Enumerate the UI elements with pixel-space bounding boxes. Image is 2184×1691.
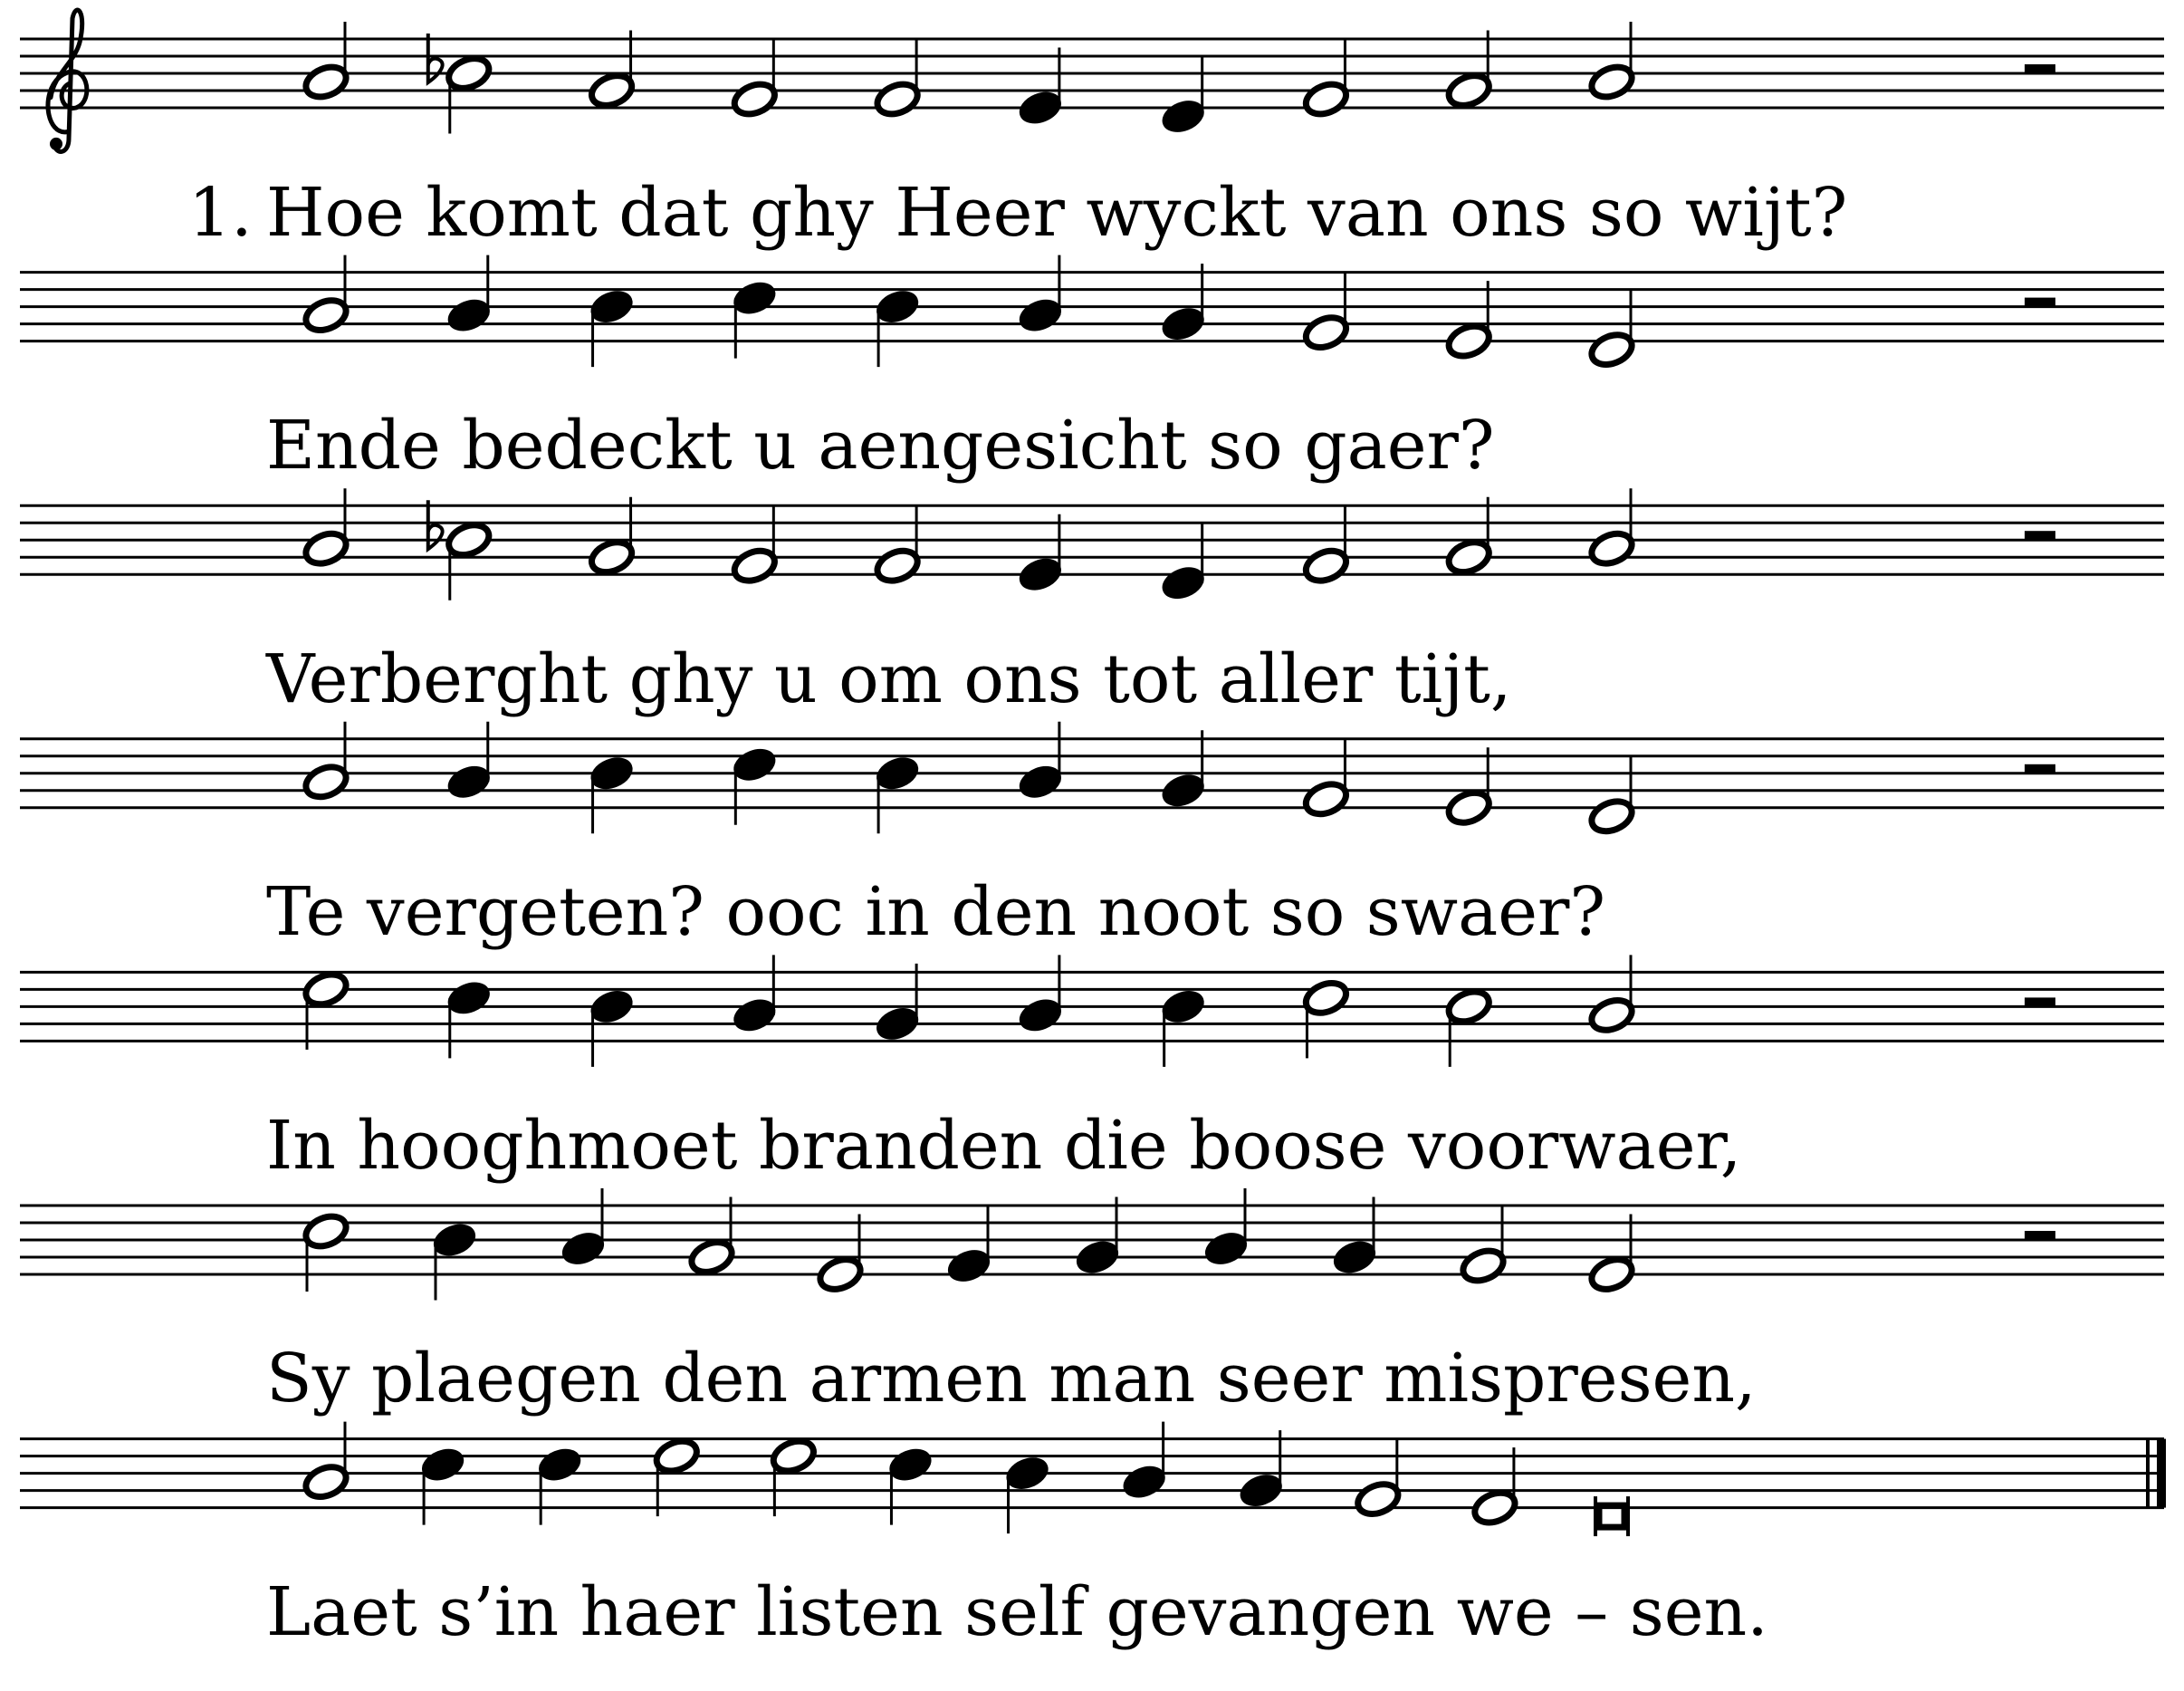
quarter-note <box>1016 554 1065 595</box>
half-rest-icon <box>2025 1231 2055 1240</box>
quarter-note <box>535 1445 584 1485</box>
half-note <box>1444 787 1493 828</box>
quarter-note <box>1159 96 1208 137</box>
quarter-note <box>1237 1470 1286 1511</box>
half-note <box>302 62 350 102</box>
quarter-note <box>886 1445 935 1485</box>
lyric-line-5: In hooghmoet branden die boose voorwaer, <box>266 1107 1742 1185</box>
lyric-line-4: Te vergeten? ooc in den noot so swaer? <box>266 873 1606 951</box>
quarter-note <box>1016 295 1065 336</box>
half-note <box>873 545 922 586</box>
half-note <box>687 1236 736 1277</box>
half-note <box>1302 977 1351 1018</box>
half-note <box>1587 796 1636 837</box>
quarter-note <box>1003 1453 1052 1494</box>
half-note <box>816 1254 865 1294</box>
half-note <box>1302 779 1351 820</box>
quarter-note <box>1159 562 1208 603</box>
quarter-note <box>1016 762 1065 802</box>
quarter-note <box>445 295 493 336</box>
half-note <box>588 70 637 110</box>
quarter-note <box>1202 1228 1250 1269</box>
half-note <box>588 537 637 578</box>
flat-sign-icon <box>428 34 443 82</box>
half-note <box>730 79 779 120</box>
half-note <box>445 520 493 561</box>
half-rest-icon <box>2025 64 2055 73</box>
quarter-note <box>418 1445 467 1485</box>
half-note <box>1587 1254 1636 1294</box>
half-note <box>1470 1487 1519 1528</box>
half-note <box>873 79 922 120</box>
quarter-note <box>1159 986 1208 1027</box>
half-note <box>1444 537 1493 578</box>
lyric-line-3: Verberght ghy u om ons tot aller tijt, <box>266 640 1512 718</box>
quarter-note <box>873 753 922 793</box>
half-rest-icon <box>2025 298 2055 307</box>
quarter-note <box>944 1245 993 1286</box>
half-note <box>302 762 350 802</box>
half-note <box>302 295 350 336</box>
half-note <box>1444 321 1493 361</box>
quarter-note <box>445 977 493 1018</box>
quarter-note <box>730 745 779 785</box>
half-rest-icon <box>2025 531 2055 540</box>
quarter-note <box>1016 87 1065 128</box>
half-note <box>652 1436 701 1476</box>
half-note <box>1444 70 1493 110</box>
lyric-line-6: Sy plaegen den armen man seer mispresen, <box>266 1340 1757 1417</box>
quarter-note <box>1330 1236 1379 1277</box>
quarter-note <box>588 286 637 327</box>
quarter-note <box>430 1219 479 1260</box>
half-note <box>445 53 493 93</box>
quarter-note <box>1073 1236 1122 1277</box>
half-note <box>1587 330 1636 370</box>
half-note <box>1302 79 1351 120</box>
final-barline <box>2157 1439 2166 1508</box>
half-note <box>302 1211 350 1252</box>
verse-number: 1. <box>188 174 253 252</box>
half-note <box>1444 986 1493 1027</box>
lyric-line-7: Laet s’in haer listen self gevangen we – sen. <box>266 1573 1768 1651</box>
quarter-note <box>588 986 637 1027</box>
treble-clef-icon <box>50 138 62 150</box>
half-note <box>302 528 350 569</box>
quarter-note <box>873 286 922 327</box>
quarter-note <box>730 994 779 1035</box>
half-note <box>1587 528 1636 569</box>
lyric-line-2: Ende bedeckt u aengesicht so gaer? <box>266 407 1495 485</box>
half-note <box>730 545 779 586</box>
quarter-note <box>445 762 493 802</box>
quarter-note <box>873 1004 922 1044</box>
half-note <box>1302 545 1351 586</box>
half-note <box>1587 62 1636 102</box>
half-rest-icon <box>2025 997 2055 1006</box>
half-note <box>769 1436 818 1476</box>
quarter-note <box>588 753 637 793</box>
quarter-note <box>559 1228 608 1269</box>
half-note <box>1354 1479 1403 1520</box>
half-note <box>1302 312 1351 353</box>
half-rest-icon <box>2025 764 2055 773</box>
quarter-note <box>730 278 779 319</box>
quarter-note <box>1159 770 1208 811</box>
treble-clef-icon <box>48 10 87 151</box>
half-note <box>1587 994 1636 1035</box>
quarter-note <box>1120 1462 1169 1503</box>
lyric-line-1: Hoe komt dat ghy Heer wyckt van ons so wijt? <box>266 174 1848 252</box>
quarter-note <box>1159 303 1208 344</box>
half-note <box>1459 1245 1508 1286</box>
flat-sign-icon <box>428 500 443 549</box>
quarter-note <box>1016 994 1065 1035</box>
half-note <box>302 969 350 1010</box>
half-note <box>302 1462 350 1503</box>
